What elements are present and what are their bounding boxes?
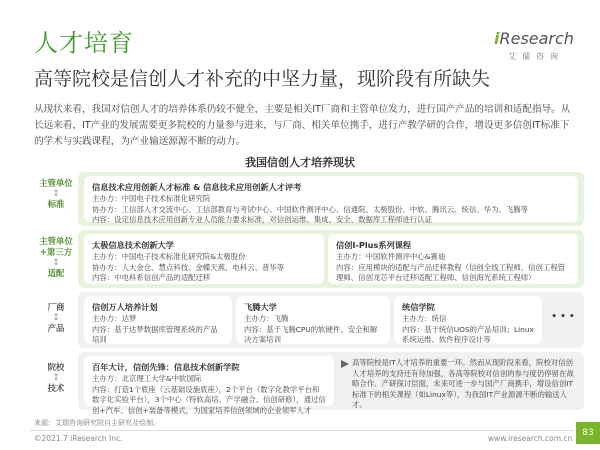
triangle-bullet-icon <box>341 360 349 368</box>
chart-title: 我国信创人才培养现状 <box>245 156 355 169</box>
row4-arrow-icon: ↕ <box>52 373 60 383</box>
row4-label <box>34 362 78 394</box>
headline: 高等院校是信创人才补充的中坚力量，现阶段有所缺失 <box>34 68 491 90</box>
row4-band <box>78 352 584 415</box>
college-note-text: 高等院校是IT人才培养的重要一环。然而从现阶段来看，院校对信创人才培养的支持还有待加强，各高等院校对信创的参与度仍停留在战略合作、产研探讨层面，未来可进一步与国产厂商携手，增设信创IT标准下的相关课程（如Linux等），为我国IT产业源源不断的输送人才。 <box>352 358 574 409</box>
row1-band <box>78 172 584 226</box>
card-dameng-plan <box>84 296 232 344</box>
card-line: 主办方：统信 <box>402 314 447 323</box>
logo-subtitle: 艾瑞咨询 <box>508 52 564 61</box>
row2-label-mid: +第三方 <box>39 247 73 257</box>
card-line: 主办方：达梦 <box>92 314 137 323</box>
row3-band <box>78 292 584 348</box>
row1-arrow-icon: ↕ <box>52 189 60 199</box>
row2-band <box>78 230 584 288</box>
row4-label-top: 院校 <box>47 362 65 372</box>
card-line: 主办方：飞腾 <box>244 314 289 323</box>
card-line: 协办方：人大金仓、慧点科技、金蝶天燕、电科云、普华等 <box>92 262 285 272</box>
card-title: 统信学院 <box>402 302 435 312</box>
card-line: 主办方：中国电子技术标准化研究院&太极股份 <box>92 252 246 261</box>
section-title: 人才培育 <box>34 29 134 57</box>
card-line: 主办方：中国电子技术标准化研究院 <box>92 194 211 203</box>
card-title: 太极信息技术创新大学 <box>92 240 174 250</box>
card-line: 内容：基于统信UOS的产品培训；Linux系统运维、软件程序设计等 <box>402 324 534 344</box>
college-note <box>338 356 578 409</box>
row3-arrow-icon: ↕ <box>52 313 60 323</box>
card-title: 信创万人培养计划 <box>92 302 158 312</box>
card-line: 内容：设定信息技术应用创新专业人员能力要求标准，对信创运维、集成、安全、数据库工程师进行认证 <box>92 215 432 224</box>
row2-arrow-icon: ↕ <box>52 258 60 268</box>
card-uos-academy <box>394 296 542 344</box>
row2-label <box>34 236 78 279</box>
source-note: 来源：艾瑞咨询研究院自主研究及绘制。 <box>34 419 160 427</box>
iresearch-logo <box>494 30 584 70</box>
copyright: ©2021.7 iResearch Inc. <box>34 434 123 443</box>
logo-brand-i: i <box>494 29 500 48</box>
logo-brand-rest: Research <box>499 29 574 48</box>
card-talent-standard <box>84 176 578 222</box>
footer-divider <box>30 430 574 431</box>
card-iplus-courses <box>328 234 578 284</box>
card-line: 内容：基于飞腾CPU的软硬件、安全和解决方案培训 <box>244 324 378 344</box>
card-title: 信息技术应用创新人才标准 & 信息技术应用创新人才评考 <box>92 182 302 192</box>
row1-label-bottom: 标准 <box>47 199 65 209</box>
intro-paragraph: 从现状来看，我国对信创人才的培养体系仍较不健全，主要是相关IT厂商和主管单位发力，进行国产产品的培训和适配指导。从长远来看，IT产业的发展需要更多院校的力量参与进来，与厂商、相关单位携手，进行产教学研的合作，增设更多信创IT标准下的学术与实践课程，为产业输送源源不断的动力。 <box>34 104 571 147</box>
row4-label-bottom: 技术 <box>47 383 65 393</box>
card-line: 内容：应用模块的适配与产品迁移教程（信创全线工程师、信创工程管理师、信创龙芯平台迁移适配工程师、信创海光系统工程师） <box>336 262 566 282</box>
card-title: 飞腾大学 <box>244 302 277 312</box>
more-ellipsis-icon: • • • <box>551 312 575 322</box>
card-title: 百年大计，信创先锋：信息技术创新学院 <box>92 362 240 372</box>
row1-label <box>34 178 78 210</box>
website-url: www.iresearch.com.cn <box>488 434 573 443</box>
row1-label-top: 主管单位 <box>39 178 73 188</box>
row2-label-bottom: 适配 <box>47 268 65 278</box>
card-line: 协办方：工信部人才交流中心、工信部教育与考试中心、中国软件测评中心、信通院、太极股份、中软、腾讯云、统信、华为、飞腾等 <box>92 204 529 214</box>
card-phytium-university <box>236 296 390 344</box>
row3-label-bottom: 产品 <box>47 323 65 333</box>
row3-label <box>34 302 78 334</box>
card-taiji-university <box>84 234 324 284</box>
card-line: 内容：基于达梦数据库管理系统的产品培训 <box>92 324 218 344</box>
page-number: 83 <box>576 422 600 444</box>
card-title: 信创I-Plus系列课程 <box>336 240 412 250</box>
card-line: 内容：打造1个底座（云基础设施底座），2个平台（数字化教学平台和数字化实验平台），3个中心（特软高培、产学融合、信创研修），通过信创+汽车、信创+装备等模式，为国家培养信创领域的企业领军人才 <box>92 384 326 415</box>
card-line: 主办方：中国软件测评中心&赛迪 <box>336 252 446 261</box>
row2-label-top: 主管单位 <box>39 236 73 246</box>
card-line: 主办方：北京理工大学&中软国际 <box>92 374 202 383</box>
card-bit-innovation-college <box>84 356 334 415</box>
row3-label-top: 厂商 <box>47 302 65 312</box>
card-line: 内容：中电科系信创产品的适配迁移 <box>92 273 211 282</box>
